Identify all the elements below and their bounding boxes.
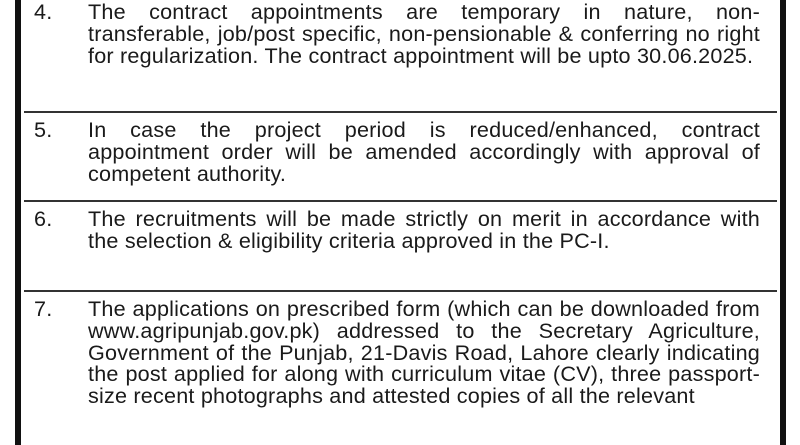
left-border: [15, 0, 21, 445]
clause-text: The applications on prescribed form (which can be downloaded from www.agripunjab.gov.pk) addressed to the Secretary Agriculture, Government of the Punjab, 21-Davis Road, Lahore clearly indicating the post applied for along with curriculum vitae (CV), three passport-size recent photographs and attested copies of all the relevant: [88, 296, 760, 409]
divider: [24, 290, 777, 292]
clause-text: The contract appointments are temporary in nature, non-transferable, job/post specific, non-pensionable & conferring no right for regularization. The contract appointment will be upto 30.06.2025.: [88, 0, 760, 68]
right-border: [780, 0, 786, 445]
divider: [24, 111, 777, 113]
divider: [24, 200, 777, 202]
clause-number: 6.: [34, 206, 53, 231]
clause-number: 4.: [34, 0, 53, 24]
clause-text: In case the project period is reduced/enhanced, contract appointment order will be amended accordingly with approval of competent authority.: [88, 117, 760, 186]
clause-number: 5.: [34, 117, 53, 142]
clause-text: The recruitments will be made strictly on merit in accordance with the selection & eligibility criteria approved in the PC-I.: [88, 206, 760, 253]
clause-number: 7.: [34, 296, 53, 321]
